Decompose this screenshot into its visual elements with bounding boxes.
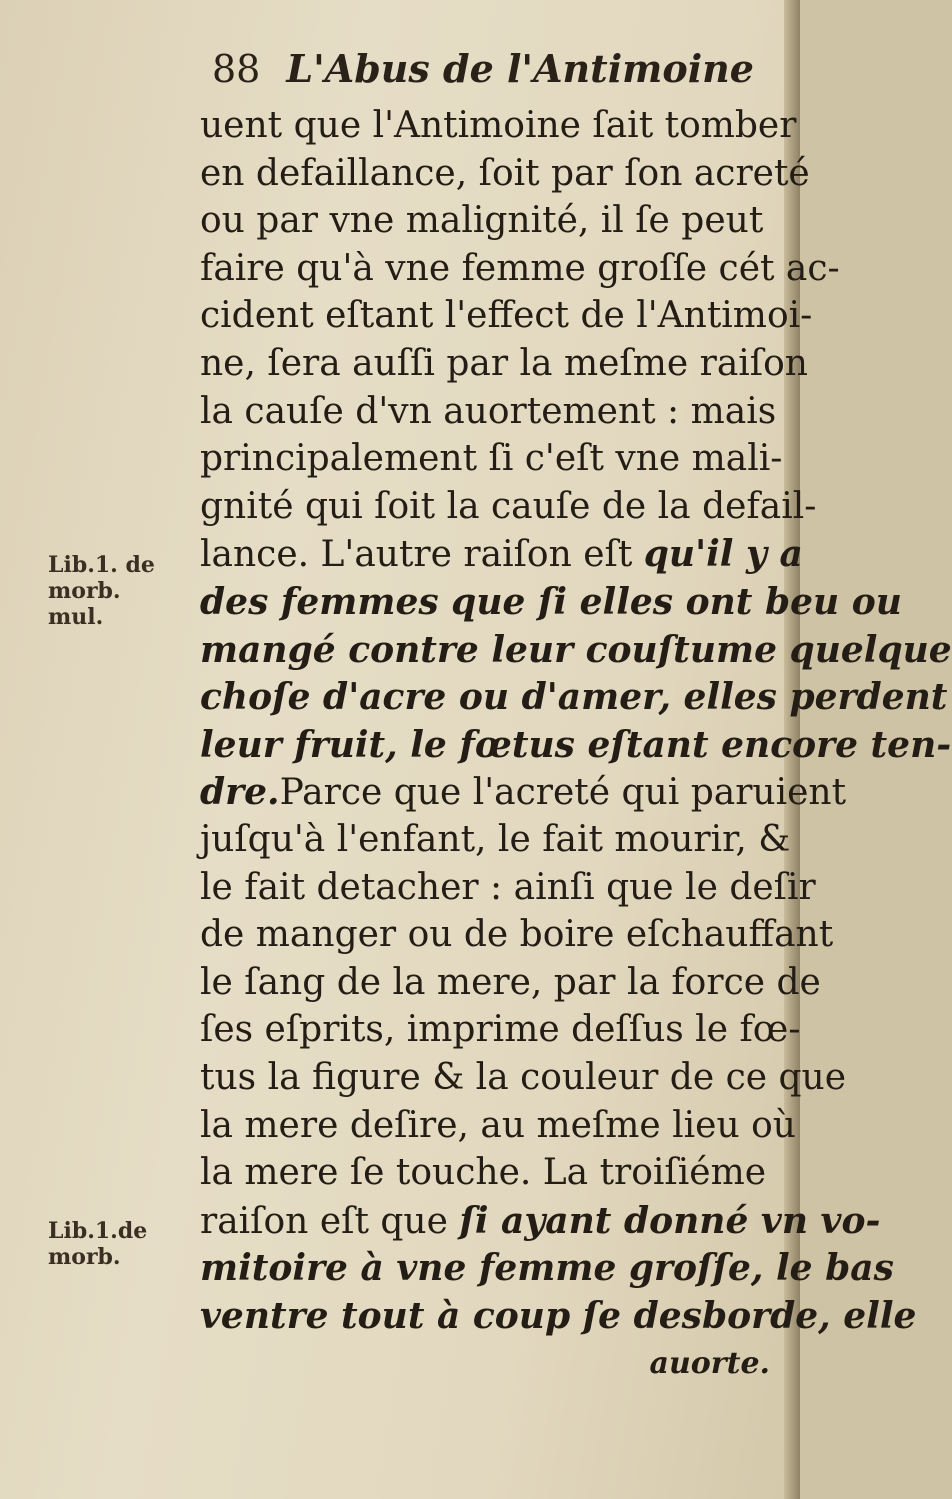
text-span: le ſang de la mere, par la force de [200, 961, 821, 1003]
text-span: ne, ſera auſſi par la meſme raiſon [200, 343, 808, 384]
italic-text-span: choſe d'acre ou d'amer, elles perdent [200, 676, 948, 719]
text-span: lance. L'autre raiſon eſt [200, 534, 644, 576]
text-span: cident eſtant l'effect de l'Antimoi- [200, 295, 813, 337]
running-title: L'Abus de l'Antimoine [286, 46, 754, 91]
text-span: la mere ſe touche. La troiſiéme [200, 1152, 767, 1194]
text-span: de manger ou de boire eſchauffant [200, 914, 834, 956]
margin-note-line: Lib.1. de [48, 552, 155, 578]
text-span: ou par vne malignité, il ſe peut [200, 200, 764, 242]
text-span: en defaillance, ſoit par ſon acreté [200, 152, 810, 194]
margin-note-line: morb. [48, 1244, 121, 1270]
italic-text-span: leur fruit, le fœtus eſtant encore ten- [200, 723, 952, 766]
text-span: la cauſe d'vn auortement : mais [200, 390, 777, 432]
italic-text-span: dre. [200, 771, 280, 814]
margin-note-line: Lib.1.de [48, 1218, 148, 1244]
text-span: raiſon eſt que [200, 1200, 460, 1242]
italic-text-span: mitoire à vne femme groſſe, le bas [200, 1247, 894, 1290]
text-span: Parce que l'acreté qui paruient [279, 772, 847, 814]
italic-text-span: ventre tout à coup ſe desborde, elle [200, 1295, 917, 1337]
text-span: la mere deſire, au meſme lieu où [200, 1104, 796, 1146]
italic-text-span: qu'il y a [643, 533, 803, 576]
margin-note-1 [48, 552, 155, 630]
text-span: tus la figure & la couleur de ce que [200, 1057, 847, 1098]
italic-text-span: des femmes que ſi elles ont beu ou [200, 581, 902, 623]
text-span: principalement ſi c'eſt vne mali- [200, 438, 783, 480]
text-span: juſqu'à l'enfant, le fait mourir, & [200, 819, 791, 860]
text-span: uent que l'Antimoine ſait tomber [200, 105, 797, 146]
page-number: 88 [212, 47, 261, 91]
margin-note-2 [48, 1218, 147, 1270]
text-span: ſes eſprits, imprime deſſus le fœ- [200, 1009, 801, 1051]
text-span: faire qu'à vne femme groſſe cét ac- [200, 247, 840, 289]
italic-text-span: mangé contre leur couſtume quelque [200, 628, 952, 671]
margin-note-line: morb. [48, 578, 121, 604]
text-span: le fait detacher : ainſi que le deſir [200, 866, 816, 908]
text-span: gnité qui ſoit la cauſe de la defail- [200, 485, 817, 527]
margin-note-line: mul. [48, 604, 104, 630]
catchword: auorte. [649, 1345, 770, 1381]
italic-text-span: ſi ayant donné vn vo- [459, 1199, 881, 1242]
page-header [212, 46, 754, 91]
